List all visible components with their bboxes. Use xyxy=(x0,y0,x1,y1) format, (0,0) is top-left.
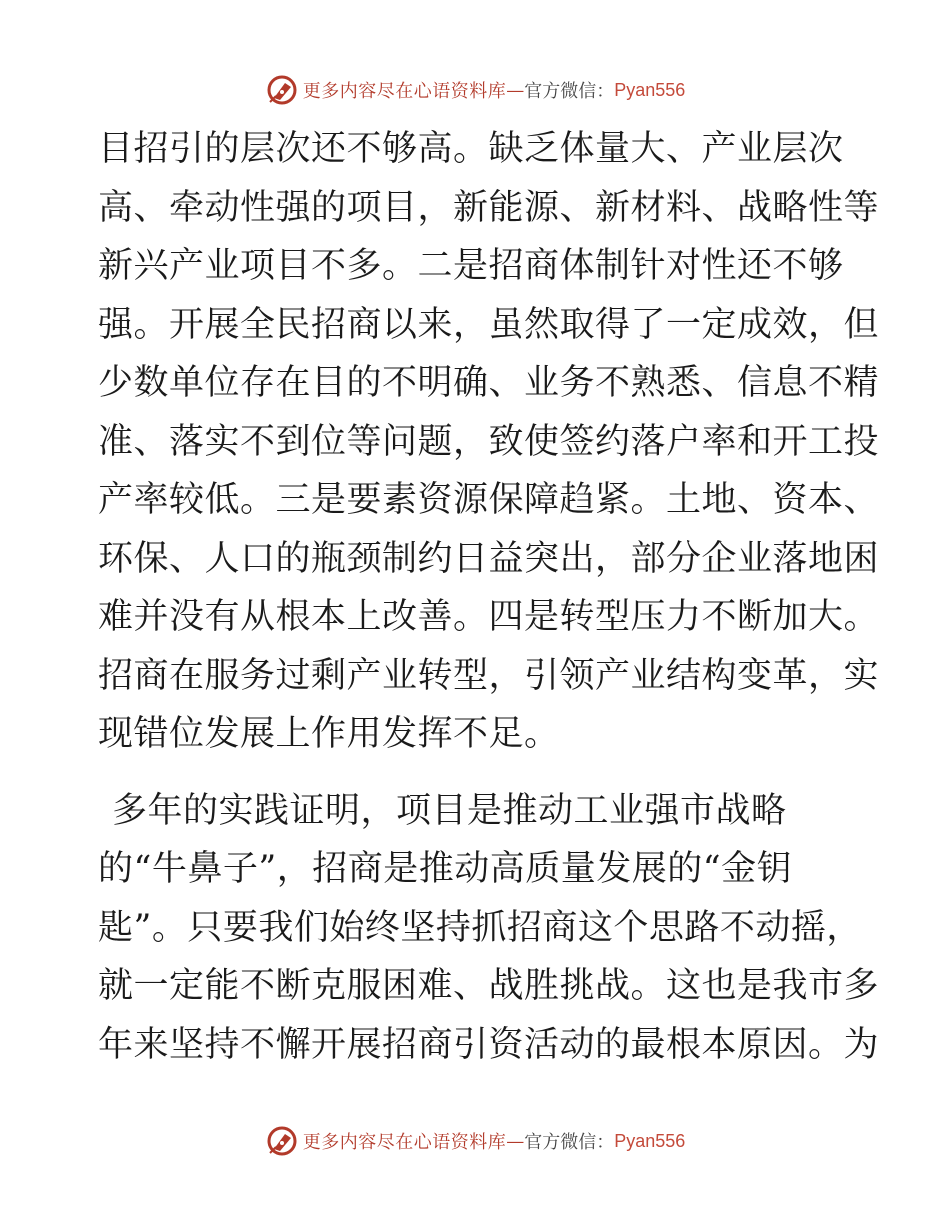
pen-nib-logo-icon xyxy=(265,73,299,107)
text-line: 产率较低。三是要素资源保障趋紧。土地、资本、 xyxy=(98,480,880,520)
text-line: 新兴产业项目不多。二是招商体制针对性还不够 xyxy=(98,246,844,286)
text-line: 多年的实践证明，项目是推动工业强市战略 xyxy=(112,790,787,831)
text-line: 高、牵动性强的项目，新能源、新材料、战略性等 xyxy=(98,187,880,228)
text-line: 的“牛鼻子”，招商是推动高质量发展的“金钥 xyxy=(98,849,793,889)
header-dash: — xyxy=(506,79,525,101)
document-body xyxy=(98,120,880,1074)
text-line: 强。开展全民招商以来，虽然取得了一定成效，但 xyxy=(98,304,880,345)
text-line: 就一定能不断克服困难、战胜挑战。这也是我市多 xyxy=(98,966,880,1006)
text-line: 环保、人口的瓶颈制约日益突出，部分企业落地困 xyxy=(98,538,880,579)
footer-banner xyxy=(0,1121,950,1161)
text-line: 招商在服务过剩产业转型，引领产业结构变革，实 xyxy=(98,655,880,696)
text-line: 准、落实不到位等问题，致使签约落户率和开工投 xyxy=(98,421,880,462)
paragraph-2 xyxy=(98,782,880,1075)
text-line: 年来坚持不懈开展招商引资活动的最根本原因。为 xyxy=(98,1024,880,1065)
header-wechat-label: 官方微信： xyxy=(524,81,615,102)
text-line: 难并没有从根本上改善。四是转型压力不断加大。 xyxy=(98,597,880,637)
header-wechat-id: Pyan556 xyxy=(614,79,686,100)
text-line: 少数单位存在目的不明确、业务不熟悉、信息不精 xyxy=(98,363,880,403)
footer-wechat-label: 官方微信： xyxy=(524,1132,615,1153)
paragraph-spacer xyxy=(98,764,858,782)
header-brand-text: 更多内容尽在心语资料库 xyxy=(302,81,507,102)
footer-brand-text: 更多内容尽在心语资料库 xyxy=(302,1132,507,1153)
footer-dash: — xyxy=(506,1130,525,1152)
footer-wechat-id: Pyan556 xyxy=(614,1130,686,1151)
header-banner xyxy=(0,70,950,110)
paragraph-1 xyxy=(98,120,880,764)
text-line: 目招引的层次还不够高。缺乏体量大、产业层次 xyxy=(98,129,844,169)
pen-nib-logo-icon xyxy=(265,1124,299,1158)
text-line: 现错位发展上作用发挥不足。 xyxy=(98,714,560,754)
text-line: 匙”。只要我们始终坚持抓招商这个思路不动摇， xyxy=(98,907,862,948)
